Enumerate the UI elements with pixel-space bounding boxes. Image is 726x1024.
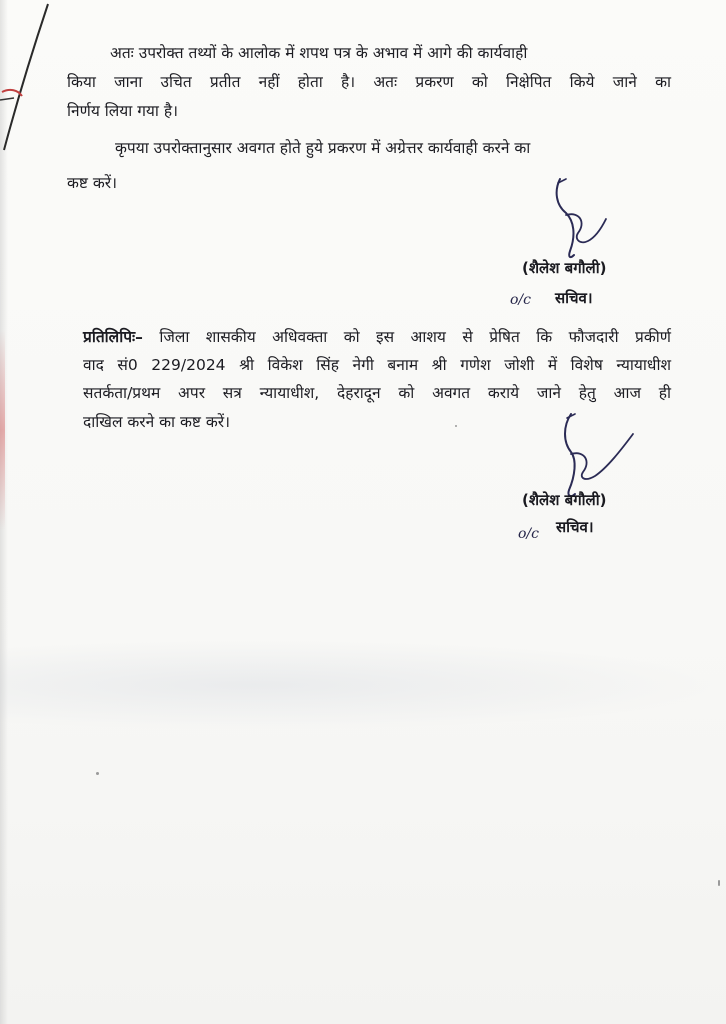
signature-1-handwritten-oc: o/c: [510, 292, 531, 308]
scan-speck: [96, 772, 99, 775]
copy-line1-text: जिला शासकीय अधिवक्ता को इस आशय से प्रेषित कि फौजदारी प्रकीर्ण: [159, 328, 671, 346]
paragraph2-line2: कष्ट करें।: [67, 174, 118, 192]
paragraph2-line1: कृपया उपरोक्तानुसार अवगत होते हुये प्रकरण में अग्रेत्तर कार्यवाही करने का: [115, 139, 531, 157]
paragraph1-line3: निर्णय लिया गया है।: [67, 102, 178, 120]
signature-1-scribble: [540, 175, 620, 265]
signature-2-handwritten-oc: o/c: [518, 526, 539, 542]
copy-line2: वाद सं0 229/2024 श्री विकेश सिंह नेगी बनाम श्री गणेश जोशी में विशेष न्यायाधीश: [83, 356, 671, 374]
scan-speck: [718, 880, 720, 886]
signature-2-scribble: [545, 410, 645, 500]
copy-line4: दाखिल करने का कष्ट करें।: [83, 413, 230, 431]
signature-2-name: (शैलेश बगौली): [522, 491, 607, 509]
page-edge-red-mark: [0, 330, 5, 530]
paragraph1-line2: किया जाना उचित प्रतीत नहीं होता है। अतः प्रकरण को निक्षेपित किये जाने का: [67, 73, 671, 91]
signature-1-name: (शैलेश बगौली): [522, 259, 607, 277]
copy-line1: [83, 327, 671, 347]
scan-smudge: [0, 640, 726, 730]
copy-line3: सतर्कता/प्रथम अपर सत्र न्यायाधीश, देहरादून को अवगत कराये जाने हेतु आज ही: [83, 384, 671, 402]
signature-2-title: सचिव।: [556, 518, 594, 536]
signature-1-title: सचिव।: [555, 289, 593, 307]
paragraph1-line1: अतः उपरोक्त तथ्यों के आलोक में शपथ पत्र के अभाव में आगे की कार्यवाही: [110, 44, 528, 62]
scan-speck: [455, 425, 457, 427]
copy-label: प्रतिलिपिः–: [83, 328, 143, 346]
